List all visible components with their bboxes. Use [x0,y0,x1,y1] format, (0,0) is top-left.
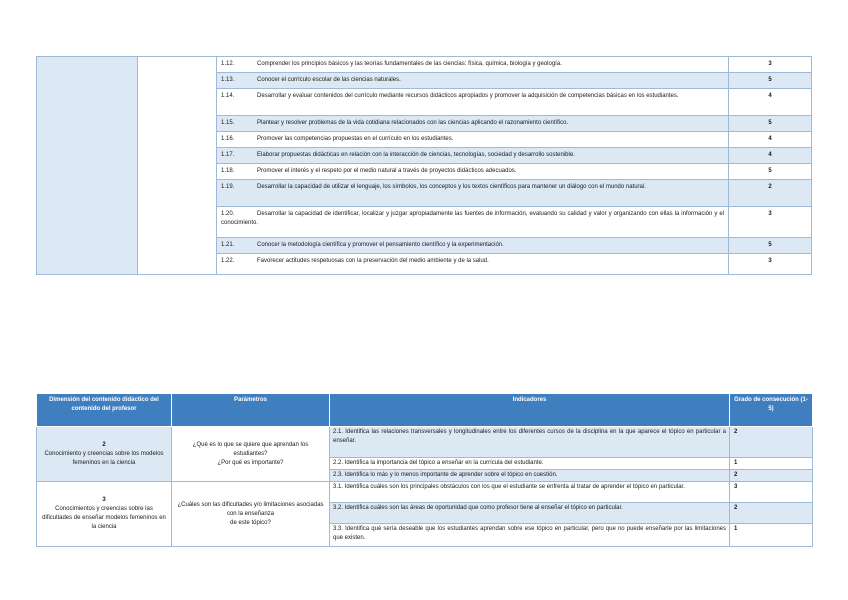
score-cell: 5 [729,73,812,89]
indicators-header: Indicadores [330,394,730,427]
dimension-text: Conocimientos y creencias sobre las dificultades de enseñar modelos femeninos en la ciencia [42,506,166,530]
indicator-text: 2.1. Identifica las relaciones transversales y longitudinales entre los diferentes cursos de la disciplina en la que aparece el tópico en particular a enseñar. [330,427,730,458]
indicator-number: 1.18. [221,168,235,174]
indicator-number: 1.21. [221,242,235,248]
score-cell: 2 [729,180,812,207]
indicator-text: Promover las competencias propuestas en el currículo en los estudiantes. [257,136,454,142]
indicator-text: Desarrollar la capacidad de utilizar el lenguaje, los símbolos, los conceptos y los textos científicos para mantener un diálogo con el mundo natural. [257,184,646,190]
parameters-header: Parámetros [172,394,330,427]
indicator-text: Promover el interés y el respeto por el medio natural a través de proyectos didácticos adecuados. [257,168,517,174]
indicator-text: Plantear y resolver problemas de la vida cotidiana relacionados con las ciencias aplicando el razonamiento científico. [257,120,569,126]
table-row [37,57,812,73]
score-cell: 1 [730,458,813,470]
parameter-cell [172,482,330,547]
dimension-text: Conocimiento y creencias sobre los modelos femeninos en la ciencia [44,450,164,466]
table-row [37,427,813,458]
indicator-text: Conocer la metodología científica y promover el pensamiento científico y la experimentación. [257,242,504,248]
score-cell: 2 [730,427,813,458]
indicator-text: 3.2. Identifica cuáles son las áreas de oportunidad que como profesor tiene al enseñar el tópico en particular. [330,503,730,524]
dimension-number: 2 [102,441,106,448]
dimension-cell [37,427,172,482]
indicator-number: 1.14. [221,93,235,99]
parameter-question: ¿Cuáles son las dificultades y/o limitaciones asociadas con la enseñanza [177,501,324,517]
score-cell: 2 [730,470,813,482]
dimension-cell [37,482,172,547]
score-cell: 5 [729,116,812,132]
score-cell: 3 [729,254,812,275]
score-cell: 5 [729,164,812,180]
table-row [37,482,813,503]
indicator-number: 1.16. [221,136,235,142]
score-cell: 1 [730,524,813,547]
score-cell: 3 [729,207,812,238]
indicator-number: 1.17. [221,152,235,158]
indicator-text: Conocer el currículo escolar de las ciencias naturales. [257,77,401,83]
parameter-cell [138,57,217,275]
indicator-text: Comprender los principios básicos y las teorías fundamentales de las ciencias: física, química, biología y geología. [257,61,562,67]
score-cell: 5 [729,238,812,254]
indicator-text: 3.3. Identifica qué sería deseable que los estudiantes aprendan sobre ese tópico en particular, pero que no puede enseñarle por las limitaciones que existen. [330,524,730,547]
parameter-question: ¿Por qué es importante? [217,459,284,466]
indicator-number: 1.12. [221,61,235,67]
dimension-header: Dimensión del contenido didáctico del contenido del profesor [37,394,172,427]
indicator-number: 1.15. [221,120,235,126]
score-cell: 3 [729,57,812,73]
parameter-question: ¿Qué es lo que se quiere que aprendan los estudiantes? [192,441,309,457]
indicator-text: 2.3. Identifica lo más y lo menos importante de aprender sobre el tópico en cuestión. [330,470,730,482]
indicator-text: Desarrollar la capacidad de identificar, localizar y juzgar apropiadamente las fuentes de información, evaluando su calidad y valor y organizando con ellas la información y el conocimiento. [221,211,724,226]
score-cell: 4 [729,89,812,116]
score-cell: 4 [729,148,812,164]
parameter-question: de este tópico? [230,519,271,526]
indicator-text: 3.1. Identifica cuáles son los principales obstáculos con los que el estudiante se enfrenta al tratar de aprender el tópico en particular. [330,482,730,503]
indicator-text: 2.2. Identifica la importancia del tópico a enseñar en la currícula del estudiante. [330,458,730,470]
dimension-cell [37,57,138,275]
dimensions-table [36,393,813,547]
indicator-text: Elaborar propuestas didácticas en relación con la interacción de ciencias, tecnologías, sociedad y desarrollo sostenible. [257,152,575,158]
indicator-number: 1.20. [221,211,235,217]
dimension-number: 3 [102,497,106,503]
grade-header: Grado de consecución (1-5) [730,394,813,427]
indicator-number: 1.19. [221,184,235,190]
parameter-cell [172,427,330,482]
score-cell: 4 [729,132,812,148]
indicator-text: Favorecer actitudes respetuosas con la preservación del medio ambiente y de la salud. [257,258,489,264]
score-cell: 2 [730,503,813,524]
competencies-table [36,56,812,275]
indicator-number: 1.13. [221,77,235,83]
header-row [37,394,813,427]
score-cell: 3 [730,482,813,503]
indicator-text: Desarrollar y evaluar contenidos del currículo mediante recursos didácticos apropiados y promover la adquisición de competencias básicas en los estudiantes. [257,93,679,99]
indicator-number: 1.22. [221,258,235,264]
